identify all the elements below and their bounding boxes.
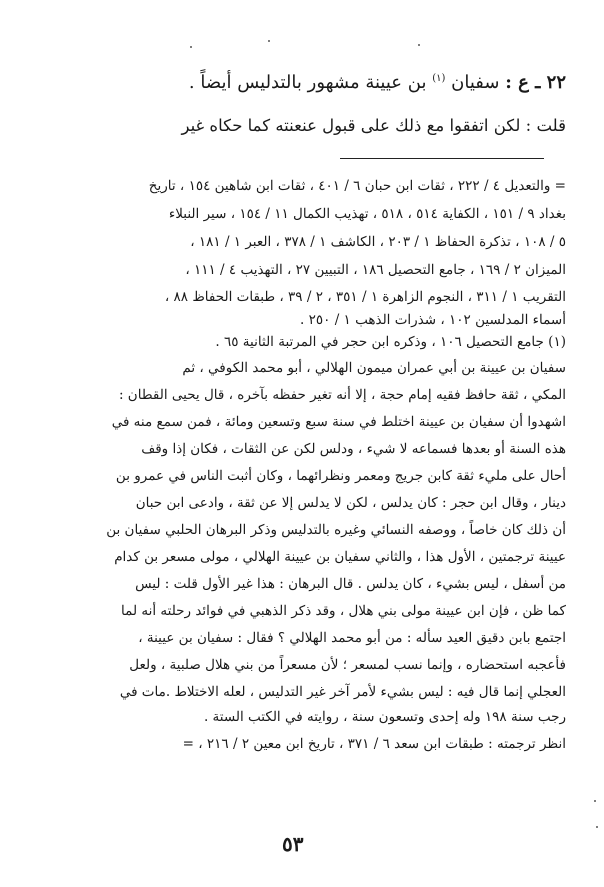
scan-speck (418, 44, 420, 46)
footnote-line: سفيان بن عيينة بن أبي عمران ميمون الهلالي ، أبو محمد الكوفي ، ثم (182, 360, 566, 376)
comment-line: قلت : لكن اتفقوا مع ذلك على قبول عنعنته كما حكاه غير (181, 116, 566, 135)
footnote-line: رجب سنة ١٩٨ وله إحدى وتسعون سنة ، روايته في الكتب الستة . (203, 709, 566, 725)
footnote-line: (١) جامع التحصيل ١٠٦ ، وذكره ابن حجر في المرتبة الثانية ٦٥ . (215, 334, 566, 350)
footnote-line: فأعجبه استحضاره ، وإنما نسب لمسعر ؛ لأن مسعراً من بني هلال صلبية ، ولعل (129, 657, 566, 673)
entry-number: ٢٢ ـ ع : (505, 72, 566, 93)
footnote-line: اجتمع بابن دقيق العيد سأله : من أبو محمد الهلالي ؟ فقال : سفيان بن عيينة ، (138, 630, 566, 646)
entry-name: سفيان (451, 72, 500, 93)
ref-line: ٥ / ١٠٨ ، تذكرة الحفاظ ١ / ٢٠٣ ، الكاشف ١ / ٣٧٨ ، العبر ١ / ١٨١ ، (190, 234, 566, 250)
scan-speck (190, 46, 192, 48)
scan-speck (268, 40, 270, 42)
ref-line: الميزان ٢ / ١٦٩ ، جامع التحصيل ١٨٦ ، التبيين ٢٧ ، التهذيب ٤ / ١١١ ، (185, 262, 566, 278)
ref-line: = والتعديل ٤ / ٢٢٢ ، ثقات ابن حبان ٦ / ٤٠١ ، ثقات ابن شاهين ١٥٤ ، تاريخ (148, 178, 566, 194)
ref-line: بغداد ٩ / ١٥١ ، الكفاية ٥١٤ ، ٥١٨ ، تهذيب الكمال ١١ / ١٥٤ ، سير النبلاء (168, 206, 566, 222)
footnote-line: اشهدوا أن سفيان بن عيينة اختلط في سنة سبع وتسعين ومائة ، فمن سمع منه في (111, 414, 566, 430)
footnote-line: أحال على مليء ثقة كابن جريج ومعمر ونظرائهما ، وكان أثبت الناس في عمرو بن (115, 468, 566, 484)
ref-line: التقريب ١ / ٣١١ ، النجوم الزاهرة ١ / ٣٥١ ، ٢ / ٣٩ ، طبقات الحفاظ ٨٨ ، (164, 289, 566, 305)
footnote-separator (340, 158, 544, 159)
page-number: ٥٣ (282, 832, 304, 856)
footnote-ref: (١) (432, 73, 446, 84)
footnote-line: عيينة ترجمتين ، الأول هذا ، والثاني سفيان بن عيينة الهلالي ، مولى مسعر بن كدام (114, 549, 566, 565)
footnote-line: من أسفل ، ليس بشيء ، كان يدلس . قال البرهان : هذا غير الأول قلت : ليس (135, 576, 566, 592)
footnote-line: انظر ترجمته : طبقات ابن سعد ٦ / ٣٧١ ، تاريخ ابن معين ٢ / ٢١٦ ، = (182, 736, 566, 752)
scan-speck (594, 800, 596, 802)
footnote-line: أن ذلك كان خاصاً ، ووصفه النسائي وغيره بالتدليس وذكر البرهان الحلبي سفيان بن (106, 522, 566, 538)
footnote-line: العجلي إنما قال فيه : ليس بشيء لأمر آخر غير التدليس ، لعله الاختلاط .مات في (119, 684, 566, 700)
entry-rest: بن عيينة مشهور بالتدليس أيضاً . (188, 72, 427, 93)
entry-heading (189, 72, 566, 93)
ref-line: أسماء المدلسين ١٠٢ ، شذرات الذهب ١ / ٢٥٠ . (300, 312, 566, 328)
footnote-line: هذه السنة أو بعدها فسماعه لا شيء ، ودلس لكن عن الثقات ، فكان إذا وقف (141, 441, 566, 457)
footnote-line: كما ظن ، فإن ابن عيينة مولى بني هلال ، وقد ذكر الذهبي في فوائد رحلته أنه لما (121, 603, 566, 619)
footnote-line: المكي ، ثقة حافظ فقيه إمام حجة ، إلا أنه تغير حفظه بآخره ، قال يحيى القطان : (118, 387, 566, 403)
footnote-line: دينار ، وقال ابن حجر : كان يدلس ، لكن لا يدلس إلا عن ثقة ، وادعى ابن حبان (135, 495, 566, 511)
scan-speck (596, 826, 598, 828)
